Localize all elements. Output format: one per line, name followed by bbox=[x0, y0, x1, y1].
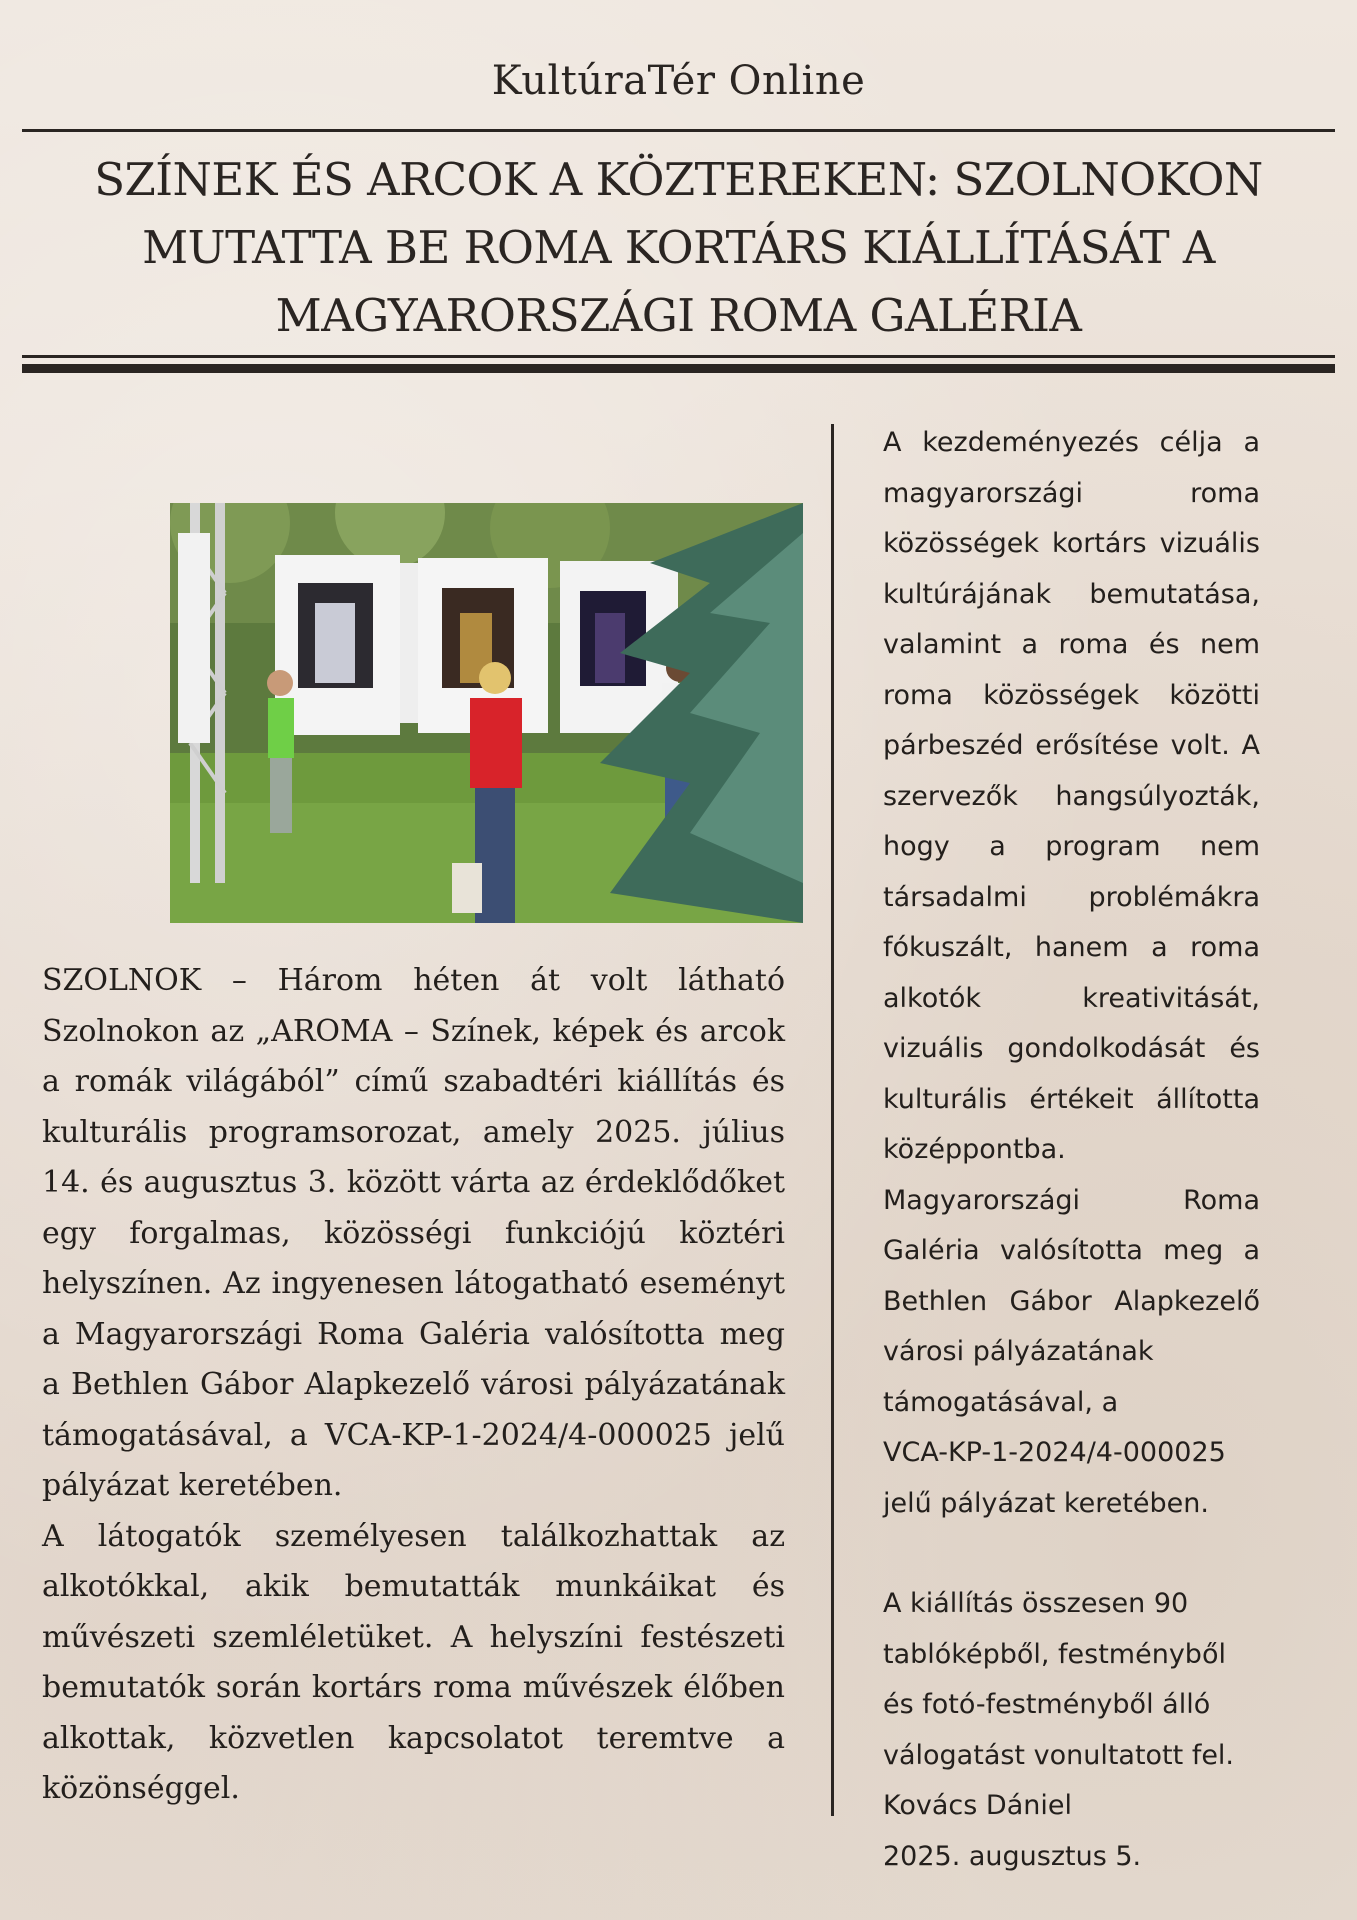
paragraph-gap bbox=[883, 1529, 1260, 1579]
headline-rule-thick bbox=[22, 364, 1335, 373]
right-paragraph-1: A kezdeményezés célja a magyarországi roma közösségek kortárs vizuális kultúrájának bemutatása, valamint a roma és nem roma közösségek közötti párbeszéd erősítése volt. A szervezők hangsúlyozták, hogy a program nem társadalmi problémákra fókuszált, hanem a roma alkotók kreativitását, vizuális gondolkodását és kulturális értékeit állította középpontba. bbox=[883, 427, 1260, 1165]
exhibition-photo bbox=[170, 503, 803, 923]
left-paragraph-2: A látogatók személyesen találkozhattak az alkotókkal, akik bemutatták munkáikat és művészeti szemléletüket. A helyszíni festészeti bemutatók során kortárs roma művészek élőben alkottak, közvetlen kapcsolatot teremtve a közönséggel. bbox=[42, 1518, 785, 1806]
left-column bbox=[42, 956, 785, 1815]
headline: SZÍNEK ÉS ARCOK A KÖZTEREKEN: SZOLNOKON MUTATTA BE ROMA KORTÁRS KIÁLLÍTÁSÁT A MAGYARORSZÁGI ROMA GALÉRIA bbox=[94, 153, 1263, 342]
right-paragraph-2a: Magyarországi Roma Galéria valósította meg a Bethlen Gábor Alapkezelő városi pályázatának bbox=[883, 1184, 1260, 1367]
publish-date: 2025. augusztus 5. bbox=[883, 1840, 1142, 1872]
right-paragraph-3: A kiállítás összesen 90 tablóképből, festményből és fotó-festményből álló válogatást vonultatott fel. bbox=[883, 1588, 1235, 1771]
right-paragraph-2b: támogatásával, a bbox=[883, 1386, 1119, 1418]
author-name: Kovács Dániel bbox=[883, 1790, 1072, 1821]
masthead-title: KultúraTér Online bbox=[491, 58, 866, 104]
left-paragraph-1: SZOLNOK – Három héten át volt látható Szolnokon az „AROMA – Színek, képek és arcok a romák világából” című szabadtéri kiállítás és kulturális programsorozat, amely 2025. július 14. és augusztus 3. között várta az érdeklődőket egy forgalmas, közösségi funkciójú köztéri helyszínen. Az ingyenesen látogatható eseményt a Magyarországi Roma Galéria valósította meg a Bethlen Gábor Alapkezelő városi pályázatának támogatásával, a VCA-KP-1-2024/4-000025 jelű pályázat keretében. bbox=[42, 963, 785, 1503]
right-paragraph-2c: VCA-KP-1-2024/4-000025 bbox=[883, 1437, 1226, 1468]
right-paragraph-2d: jelű pályázat keretében. bbox=[883, 1487, 1209, 1519]
column-divider bbox=[831, 424, 834, 1816]
headline-rule-thin bbox=[22, 355, 1335, 358]
masthead-rule bbox=[22, 129, 1335, 132]
right-column bbox=[883, 418, 1260, 1882]
